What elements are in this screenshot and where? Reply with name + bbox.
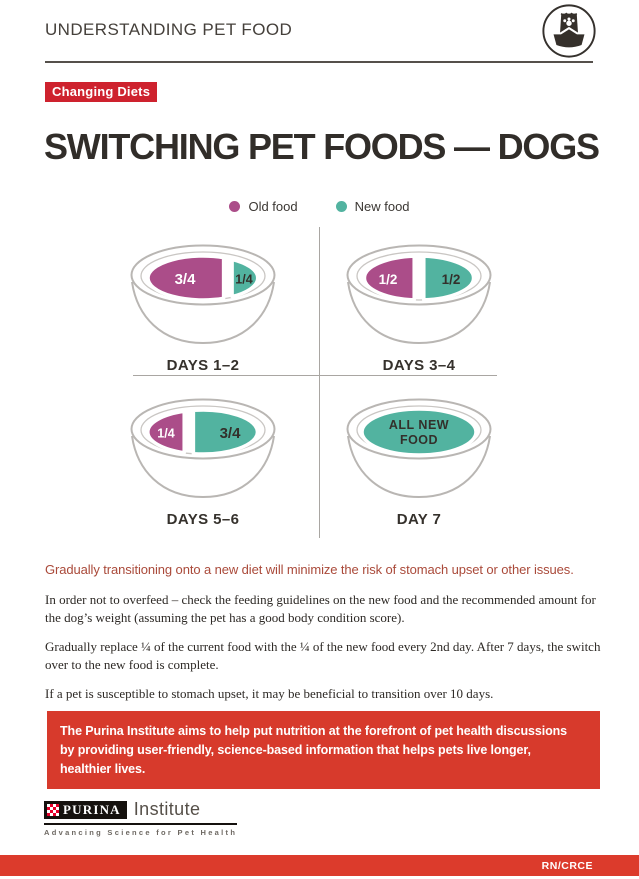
purina-institute-logo (44, 799, 237, 837)
old-portion-label: 3/4 (174, 271, 196, 288)
checkerboard-icon (47, 804, 59, 816)
bottom-bar (0, 855, 639, 876)
bowl-days-5-6 (108, 392, 298, 528)
new-portion-label: 1/4 (235, 272, 253, 287)
all-new-food-label-line1: ALL NEW (388, 418, 450, 432)
institute-wordmark: Institute (133, 799, 201, 819)
old-food-dot-icon (229, 201, 240, 212)
mission-statement-callout: The Purina Institute aims to help put nutrition at the forefront of pet health discussions by providing user-friendly, science-based information that helps pets live longer, healthier lives. (47, 711, 600, 789)
old-portion-label: 1/2 (378, 272, 398, 287)
legend-item-old-food (229, 199, 297, 214)
page-title: SWITCHING PET FOODS — DOGS (44, 126, 599, 167)
body-paragraph: Gradually replace ¼ of the current food with the ¼ of the new food every 2nd day. After 7 days, the switch over to the new food is complete. (45, 638, 601, 673)
document-code: RN/CRCE (541, 859, 593, 872)
body-paragraph: If a pet is susceptible to stomach upset, it may be beneficial to transition over 10 days. (45, 685, 494, 701)
legend-label-new: New food (354, 199, 410, 214)
logo-tagline: Advancing Science for Pet Health (44, 828, 238, 837)
highlight-sentence: Gradually transitioning onto a new diet will minimize the risk of stomach upset or other issues. (45, 562, 574, 577)
new-portion-label: 1/2 (441, 272, 461, 287)
pet-food-bag-and-bowl-icon (540, 2, 598, 60)
logo-underline (44, 823, 237, 825)
vertical-divider (319, 227, 320, 538)
body-paragraph: In order not to overfeed – check the feeding guidelines on the new food and the recommended amount for the dog’s weight (assuming the pet has a good body condition score). (45, 592, 596, 626)
purina-logo-box (44, 801, 127, 819)
new-food-portion (362, 409, 476, 455)
bowl-label: DAYS 3–4 (382, 357, 456, 374)
all-new-food-label-line2: FOOD (399, 433, 439, 447)
body-text (45, 591, 603, 713)
old-portion-label: 1/4 (157, 426, 175, 441)
bowl-day-7 (324, 392, 514, 528)
legend (0, 199, 639, 214)
dog-bowl-illustration (324, 392, 514, 506)
bowl-label: DAYS 5–6 (166, 511, 240, 528)
dog-bowl-illustration (108, 392, 298, 506)
header-title: UNDERSTANDING PET FOOD (45, 20, 293, 39)
legend-label-old: Old food (248, 199, 298, 214)
section-badge: Changing Diets (45, 82, 157, 102)
bowl-days-1-2 (108, 238, 298, 374)
new-portion-label: 3/4 (219, 425, 241, 442)
horizontal-divider (133, 375, 497, 376)
dog-bowl-illustration (108, 238, 298, 352)
brand-name: PURINA (63, 801, 121, 817)
bowl-days-3-4 (324, 238, 514, 374)
bowl-label: DAYS 1–2 (166, 357, 240, 374)
new-food-dot-icon (336, 201, 347, 212)
logo-row (44, 799, 237, 820)
header-divider (45, 61, 593, 63)
bowl-label: DAY 7 (396, 511, 442, 528)
legend-item-new-food (336, 199, 410, 214)
dog-bowl-illustration (324, 238, 514, 352)
